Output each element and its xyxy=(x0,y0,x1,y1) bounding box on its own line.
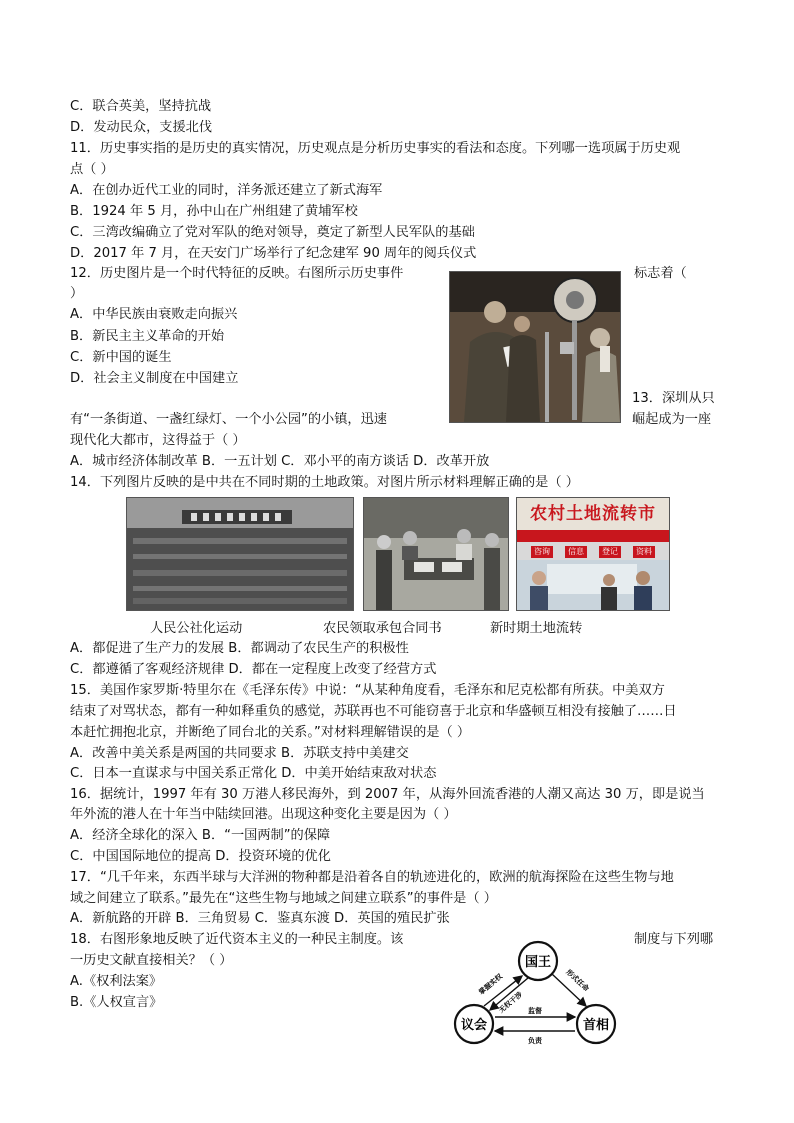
caption-contract: 农民领取承包合同书 xyxy=(323,621,442,636)
sign-info: 信息 xyxy=(565,546,587,558)
q14-options-ab: A．都促进了生产力的发展 B．都调动了农民生产的积极性 xyxy=(70,641,409,656)
q16-options-cd: C．中国国际地位的提高 D．投资环境的优化 xyxy=(70,849,331,864)
q11-stem-cont: 点（ ） xyxy=(70,162,114,177)
founding-ceremony-photo xyxy=(449,271,621,423)
q16-stem: 16．据统计，1997 年有 30 万港人移民海外，到 2007 年，从海外回流香港的人潮又高达 30 万，即是说当 xyxy=(70,787,705,802)
q13-options: A．城市经济体制改革 B．一五计划 C．邓小平的南方谈话 D．改革开放 xyxy=(70,454,490,469)
q15-options-ab: A．改善中美关系是两国的共同要求 B．苏联支持中美建交 xyxy=(70,746,409,761)
q17-stem-cont: 域之间建立了联系。”最先在“这些生物与地域之间建立联系”的事件是（ ） xyxy=(70,891,497,906)
q12-stem-right: 标志着（ xyxy=(634,266,687,281)
q11-option-b: B．1924 年 5 月，孙中山在广州组建了黄埔军校 xyxy=(70,204,358,219)
q13-stem: 13．深圳从只 xyxy=(632,391,715,406)
q11-option-a: A．在创办近代工业的同时，洋务派还建立了新式海军 xyxy=(70,183,383,198)
q12-stem-cont: ） xyxy=(70,286,84,301)
caption-land-transfer: 新时期土地流转 xyxy=(490,621,583,636)
q12-option-b: B．新民主主义革命的开始 xyxy=(70,329,225,344)
q17-stem: 17．“几千年来，东西半球与大洋洲的物种都是沿着各自的轨迹进化的，欧洲的航海探险在这些生物与地 xyxy=(70,870,674,885)
q15-stem-cont: 结束了对骂状态，都有一种如释重负的感觉，苏联再也不可能窃喜于北京和华盛顿互相没有接触了……日 xyxy=(70,704,677,719)
label-no-interference: 无权干涉 xyxy=(496,989,525,1015)
label-supervise: 监督 xyxy=(528,1006,542,1015)
q12-option-c: C．新中国的诞生 xyxy=(70,350,172,365)
q10-option-d: D．发动民众，支援北伐 xyxy=(70,120,213,135)
q11-option-d: D．2017 年 7 月，在天安门广场举行了纪念建军 90 周年的阅兵仪式 xyxy=(70,246,477,261)
q12-option-d: D．社会主义制度在中国建立 xyxy=(70,371,239,386)
q11-stem: 11．历史事实指的是历史的真实情况，历史观点是分析历史事实的看法和态度。下列哪一选项属于历史观 xyxy=(70,141,681,156)
sign-register: 登记 xyxy=(599,546,621,558)
q15-stem: 15．美国作家罗斯·特里尔在《毛泽东传》中说：“从某种角度看，毛泽东和尼克松都有所获。中美双方 xyxy=(70,683,665,698)
q18-stem-cont: 一历史文献直接相关？（ ） xyxy=(70,953,233,968)
q16-stem-cont: 年外流的港人在十年当中陆续回港。出现这种变化主要是因为（ ） xyxy=(70,807,457,822)
label-responsible: 负责 xyxy=(528,1036,542,1045)
caption-commune: 人民公社化运动 xyxy=(150,621,243,636)
land-transfer-market-photo xyxy=(516,497,670,611)
q14-options-cd: C．都遵循了客观经济规律 D．都在一定程度上改变了经营方式 xyxy=(70,662,437,677)
q12-stem: 12．历史图片是一个时代特征的反映。右图所示历史事件 xyxy=(70,266,404,281)
king-label: 国王 xyxy=(524,955,552,970)
commune-movement-photo xyxy=(126,497,354,611)
pm-label: 首相 xyxy=(582,1018,610,1033)
q11-option-c: C．三湾改编确立了党对军队的绝对领导，奠定了新型人民军队的基础 xyxy=(70,225,475,240)
q18-stem-right: 制度与下列哪 xyxy=(634,932,714,947)
label-formal-appointment: 形式任命 xyxy=(564,967,592,994)
q15-stem-end: 本赶忙拥抱北京，并断绝了同台北的关系。”对材料理解错误的是（ ） xyxy=(70,725,471,740)
q12-option-a: A．中华民族由衰败走向振兴 xyxy=(70,307,238,322)
market-banner: 农村土地流转市 xyxy=(517,498,669,530)
sign-consult: 咨询 xyxy=(531,546,553,558)
q10-option-c: C．联合英美，坚持抗战 xyxy=(70,99,212,114)
q18-option-b: B.《人权宣言》 xyxy=(70,995,163,1010)
q17-options: A．新航路的开辟 B．三角贸易 C．鉴真东渡 D．英国的殖民扩张 xyxy=(70,911,450,926)
q16-options-ab: A．经济全球化的深入 B．“一国两制”的保障 xyxy=(70,828,331,843)
contract-signing-photo xyxy=(363,497,509,611)
parliament-label: 议会 xyxy=(460,1018,488,1033)
constitutional-monarchy-diagram xyxy=(440,940,640,1050)
q14-stem: 14．下列图片反映的是中共在不同时期的土地政策。对图片所示材料理解正确的是（ ） xyxy=(70,475,579,490)
q13-stem-cont: 有“一条街道、一盏红绿灯、一个小公园”的小镇，迅速 xyxy=(70,412,387,427)
sign-data: 资料 xyxy=(633,546,655,558)
q15-options-cd: C．日本一直谋求与中国关系正常化 D．中美开始结束敌对状态 xyxy=(70,766,437,781)
q13-stem-right: 崛起成为一座 xyxy=(632,412,712,427)
q13-stem-end: 现代化大都市，这得益于（ ） xyxy=(70,433,246,448)
q18-option-a: A.《权利法案》 xyxy=(70,974,163,989)
label-real-power: 掌握实权 xyxy=(476,971,505,997)
q18-stem: 18．右图形象地反映了近代资本主义的一种民主制度。该 xyxy=(70,932,404,947)
